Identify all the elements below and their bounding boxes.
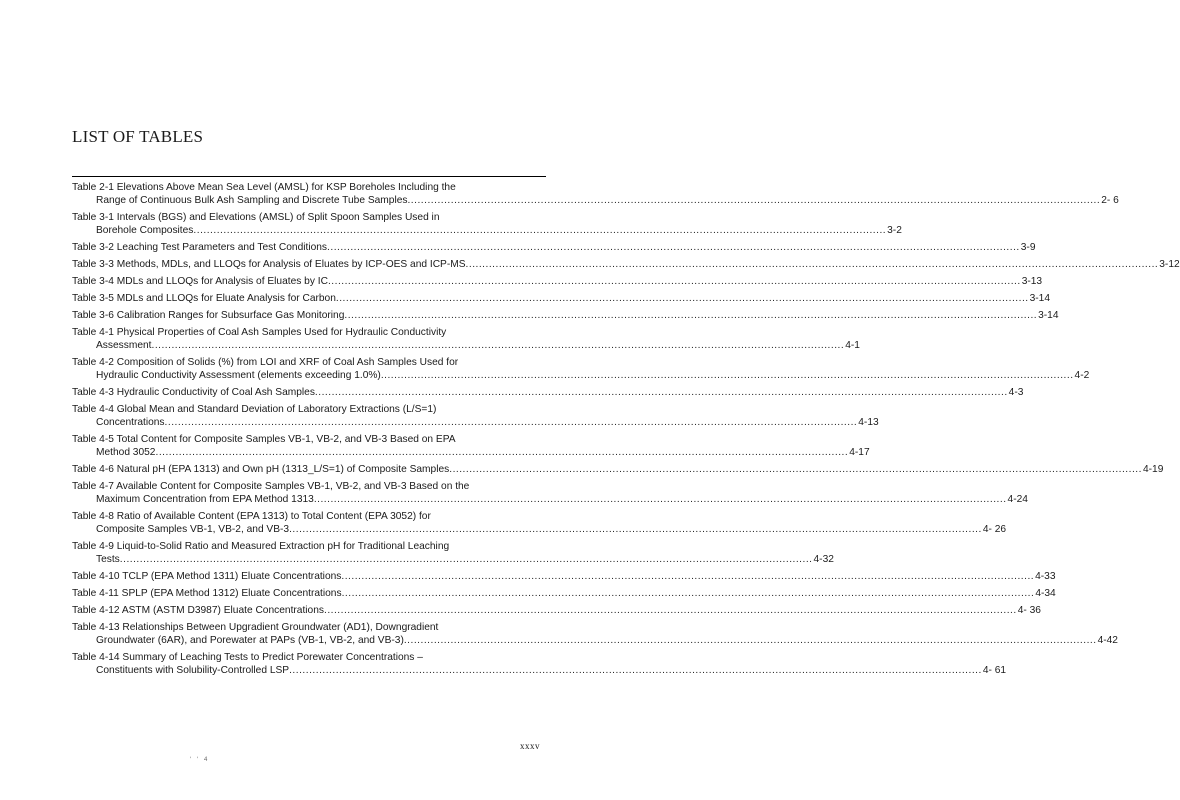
title-divider [72, 176, 546, 177]
toc-entry-title: Table 4-11 SPLP (EPA Method 1312) Eluate Concentrations..... 4-34 [72, 587, 546, 600]
page-title: LIST OF TABLES [72, 127, 204, 146]
toc-entry-title-continued: Borehole Composites..... 3-2 [72, 224, 546, 237]
toc-entry[interactable] [72, 309, 1059, 326]
toc-entry-page: 4-3 [1008, 387, 1024, 398]
dot-leader [314, 494, 1007, 505]
toc-entry-title: Table 4-9 Liquid-to-Solid Ratio and Measured Extraction pH for Traditional Leaching [72, 541, 450, 552]
toc-entry-title-continued: Maximum Concentration from EPA Method 1313..... 4-24 [72, 493, 546, 506]
toc-entry-title-continued: Groundwater (6AR), and Porewater at PAPs (VB-1, VB-2, and VB-3)..... 4-42 [72, 634, 546, 647]
toc-entry-page: 4-17 [849, 447, 870, 458]
toc-entry[interactable] [72, 292, 1050, 309]
toc-entry-title: Table 3-2 Leaching Test Parameters and Test Conditions..... 3-9 [72, 241, 546, 254]
toc-entry[interactable] [72, 181, 1119, 211]
toc-entry-page: 4-34 [1035, 588, 1056, 599]
toc-entry-page: 3-9 [1020, 242, 1036, 253]
dot-leader [289, 524, 982, 535]
toc-entry[interactable] [72, 510, 1007, 540]
dot-leader [341, 571, 1034, 582]
dot-leader [155, 447, 848, 458]
toc-entry[interactable] [72, 326, 860, 356]
dot-leader [466, 259, 1159, 270]
dot-leader [407, 195, 1100, 206]
dot-leader [165, 417, 858, 428]
toc-entry[interactable] [72, 241, 1036, 258]
toc-entry-title: Table 4-14 Summary of Leaching Tests to Predict Porewater Concentrations – [72, 652, 423, 663]
toc-entry-page: 4-19 [1142, 464, 1164, 475]
toc-entry-title: Table 4-7 Available Content for Composite Samples VB-1, VB-2, and VB-3 Based on the [72, 481, 470, 492]
toc-entry-title: Table 3-5 MDLs and LLOQs for Eluate Analysis for Carbon..... 3-14 [72, 292, 546, 305]
toc-entry-title-continued: Range of Continuous Bulk Ash Sampling and Discrete Tube Samples..... 2- 6 [72, 194, 546, 207]
dot-leader [344, 310, 1037, 321]
toc-entry-page: 4-32 [813, 554, 834, 565]
toc-entry[interactable] [72, 604, 1041, 621]
dot-leader [381, 370, 1074, 381]
toc-entry[interactable] [72, 651, 1007, 681]
toc-entry-title: Table 4-4 Global Mean and Standard Deviation of Laboratory Extractions (L/S=1) [72, 404, 437, 415]
toc-entry-page: 4-42 [1097, 635, 1118, 646]
toc-entry[interactable] [72, 211, 902, 241]
toc-entry-title: Table 4-3 Hydraulic Conductivity of Coal Ash Samples..... 4-3 [72, 386, 546, 399]
toc-entry[interactable] [72, 403, 879, 433]
toc-entry-title: Table 3-3 Methods, MDLs, and LLOQs for Analysis of Eluates by ICP-OES and ICP-MS..... 3-12 [72, 258, 546, 271]
toc-entry-page: 4-2 [1074, 370, 1090, 381]
toc-entry-page: 4- 36 [1017, 605, 1041, 616]
toc-entry[interactable] [72, 587, 1056, 604]
table-list [72, 181, 1180, 681]
toc-entry-title: Table 4-5 Total Content for Composite Samples VB-1, VB-2, and VB-3 Based on EPA [72, 434, 456, 445]
toc-entry[interactable] [72, 540, 834, 570]
toc-entry[interactable] [72, 570, 1056, 587]
toc-entry-title: Table 4-12 ASTM (ASTM D3987) Eluate Concentrations..... 4- 36 [72, 604, 546, 617]
toc-entry-title: Table 4-6 Natural pH (EPA 1313) and Own pH (1313_L/S=1) of Composite Samples..... 4-19 [72, 463, 546, 476]
dot-leader [315, 387, 1008, 398]
dot-leader [449, 464, 1142, 475]
dot-leader [336, 293, 1029, 304]
toc-entry-title-continued: Assessment..... 4-1 [72, 339, 546, 352]
toc-entry-page: 4-24 [1007, 494, 1028, 505]
toc-entry-title: Table 3-4 MDLs and LLOQs for Analysis of Eluates by IC..... 3-13 [72, 275, 546, 288]
toc-entry-title-continued: Concentrations..... 4-13 [72, 416, 546, 429]
toc-entry[interactable] [72, 356, 1090, 386]
toc-entry[interactable] [72, 258, 1180, 275]
toc-entry[interactable] [72, 386, 1024, 403]
dot-leader [151, 340, 844, 351]
toc-entry-page: 3-2 [887, 225, 902, 236]
toc-entry-title-continued: Composite Samples VB-1, VB-2, and VB-3..... 4- 26 [72, 523, 546, 536]
toc-entry-title-continued: Tests..... 4-32 [72, 553, 546, 566]
dot-leader [404, 635, 1097, 646]
toc-entry[interactable] [72, 621, 1118, 651]
toc-entry-title: Table 4-2 Composition of Solids (%) from LOI and XRF of Coal Ash Samples Used for [72, 357, 459, 368]
toc-entry[interactable] [72, 480, 1028, 510]
toc-entry-title-continued: Hydraulic Conductivity Assessment (elements exceeding 1.0%)..... 4-2 [72, 369, 546, 382]
footer-mark: ‘ ‘ 4 [190, 757, 210, 763]
toc-entry-page: 3-12 [1159, 259, 1180, 270]
toc-entry-title: Table 3-6 Calibration Ranges for Subsurface Gas Monitoring..... 3-14 [72, 309, 546, 322]
toc-entry-title: Table 3-1 Intervals (BGS) and Elevations (AMSL) of Split Spoon Samples Used in [72, 212, 440, 223]
dot-leader [327, 242, 1020, 253]
toc-entry-title: Table 4-10 TCLP (EPA Method 1311) Eluate Concentrations..... 4-33 [72, 570, 546, 583]
dot-leader [120, 554, 813, 565]
toc-entry[interactable] [72, 275, 1043, 292]
toc-entry-title: Table 4-13 Relationships Between Upgradient Groundwater (AD1), Downgradient [72, 622, 439, 633]
toc-entry-page: 4- 61 [982, 665, 1007, 676]
toc-entry-page: 4-13 [858, 417, 879, 428]
dot-leader [193, 225, 886, 236]
toc-entry[interactable] [72, 433, 870, 463]
page-number: xxxv [520, 741, 540, 751]
toc-entry-page: 4-33 [1035, 571, 1056, 582]
dot-leader [342, 588, 1035, 599]
toc-entry-title-continued: Constituents with Solubility-Controlled LSP..... 4- 61 [72, 664, 546, 677]
toc-entry-page: 3-13 [1021, 276, 1043, 287]
toc-entry-page: 3-14 [1038, 310, 1059, 321]
dot-leader [328, 276, 1021, 287]
toc-entry-title: Table 2-1 Elevations Above Mean Sea Level (AMSL) for KSP Boreholes Including the [72, 182, 456, 193]
toc-entry-page: 4- 26 [982, 524, 1007, 535]
toc-entry-title: Table 4-8 Ratio of Available Content (EPA 1313) to Total Content (EPA 3052) for [72, 511, 431, 522]
toc-entry[interactable] [72, 463, 1164, 480]
dot-leader [324, 605, 1017, 616]
toc-entry-page: 4-1 [845, 340, 860, 351]
dot-leader [289, 665, 982, 676]
toc-entry-title: Table 4-1 Physical Properties of Coal Ash Samples Used for Hydraulic Conductivity [72, 327, 447, 338]
toc-entry-title-continued: Method 3052..... 4-17 [72, 446, 546, 459]
toc-entry-page: 3-14 [1029, 293, 1050, 304]
toc-entry-page: 2- 6 [1101, 195, 1119, 206]
